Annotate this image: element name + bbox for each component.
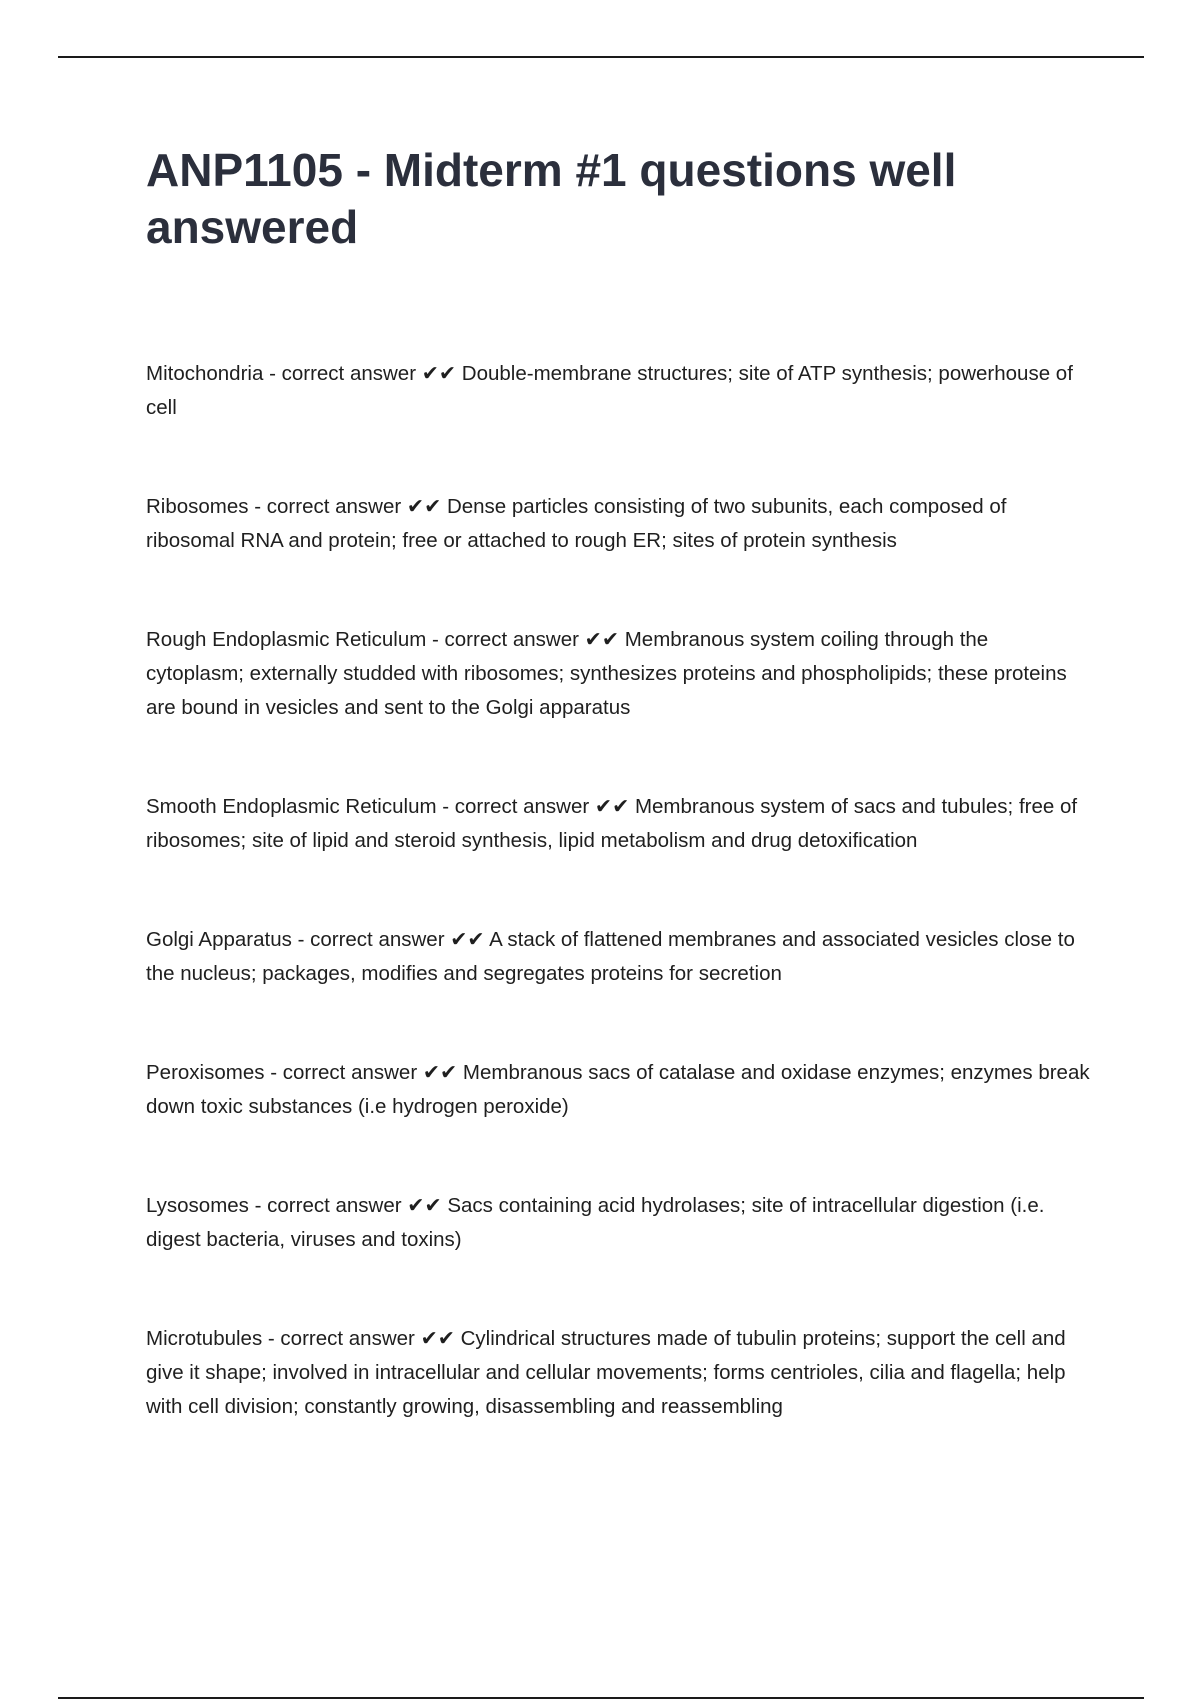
bottom-divider bbox=[58, 1697, 1144, 1699]
qa-separator: - correct answer ✔✔ bbox=[248, 495, 447, 518]
qa-item bbox=[146, 1322, 1091, 1424]
qa-answer: Double-membrane structures; site of ATP synthesis; powerhouse of cell bbox=[146, 362, 1073, 419]
qa-term: Lysosomes bbox=[146, 1194, 249, 1217]
qa-separator: - correct answer ✔✔ bbox=[264, 1061, 463, 1084]
qa-term: Golgi Apparatus bbox=[146, 928, 292, 951]
qa-answer: Sacs containing acid hydrolases; site of intracellular digestion (i.e. digest bacteria, viruses and toxins) bbox=[146, 1194, 1045, 1251]
qa-item bbox=[146, 790, 1091, 858]
qa-term: Rough Endoplasmic Reticulum bbox=[146, 628, 427, 651]
qa-term: Microtubules bbox=[146, 1327, 263, 1350]
qa-term: Peroxisomes bbox=[146, 1061, 265, 1084]
qa-separator: - correct answer ✔✔ bbox=[291, 928, 490, 951]
qa-separator: - correct answer ✔✔ bbox=[426, 628, 625, 651]
qa-separator: - correct answer ✔✔ bbox=[263, 362, 462, 385]
qa-item bbox=[146, 490, 1091, 558]
qa-item bbox=[146, 1189, 1091, 1257]
qa-term: Smooth Endoplasmic Reticulum bbox=[146, 795, 437, 818]
document-title: ANP1105 - Midterm #1 questions well answered bbox=[146, 144, 957, 253]
top-divider bbox=[58, 56, 1144, 58]
qa-answer: Membranous system coiling through the cytoplasm; externally studded with ribosomes; synthesizes proteins and phospholipids; these proteins are bound in vesicles and sent to the Golgi apparatus bbox=[146, 628, 1067, 719]
qa-item bbox=[146, 923, 1091, 991]
qa-list bbox=[146, 357, 1091, 1489]
qa-separator: - correct answer ✔✔ bbox=[248, 1194, 448, 1217]
qa-separator: - correct answer ✔✔ bbox=[262, 1327, 461, 1350]
qa-item bbox=[146, 1056, 1091, 1124]
qa-term: Mitochondria bbox=[146, 362, 264, 385]
qa-answer: Membranous sacs of catalase and oxidase enzymes; enzymes break down toxic substances (i.e hydrogen peroxide) bbox=[146, 1061, 1090, 1118]
qa-answer: Cylindrical structures made of tubulin proteins; support the cell and give it shape; involved in intracellular and cellular movements; forms centrioles, cilia and flagella; help with cell division; constantly growing, disassembling and reassembling bbox=[146, 1327, 1066, 1418]
qa-item bbox=[146, 623, 1091, 725]
qa-term: Ribosomes bbox=[146, 495, 249, 518]
qa-answer: Dense particles consisting of two subunits, each composed of ribosomal RNA and protein; free or attached to rough ER; sites of protein synthesis bbox=[146, 495, 1007, 552]
qa-item bbox=[146, 357, 1091, 425]
qa-answer: A stack of flattened membranes and associated vesicles close to the nucleus; packages, modifies and segregates proteins for secretion bbox=[146, 928, 1075, 985]
qa-answer: Membranous system of sacs and tubules; free of ribosomes; site of lipid and steroid synthesis, lipid metabolism and drug detoxification bbox=[146, 795, 1078, 852]
qa-separator: - correct answer ✔✔ bbox=[436, 795, 635, 818]
